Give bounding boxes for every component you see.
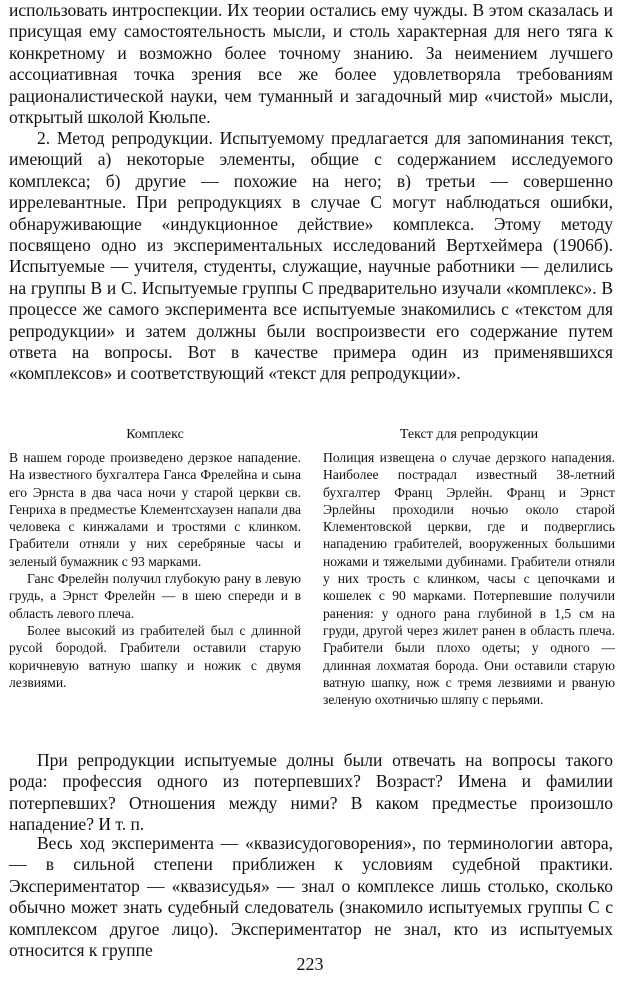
complex-paragraph-3: Более высокий из грабителей был с длинной русой бородой. Грабители оставили старую коричневую ватную шапку и ножик с двумя лезвиями. [9,622,301,690]
reproduction-text-column [323,426,615,708]
paragraph-questions: При репродукции испытуемые долны были отвечать на вопросы такого рода: профессия одного из потерпевших? Возраст? Имена и фамилии потерпевших? Отношения между ними? В каком предместье произошло нападение? И т. п. [9,750,613,835]
complex-paragraph-1: В нашем городе произведено дерзкое нападение. На известного бухгалтера Ганса Фрелейна и сына его Эрнста в два часа ночи у старой церкви св. Генриха в предместье Клементсхаузен напали два человека с кинжалами и тростями с клинком. Грабители отняли у них серебряные часы и зеленый бумажник с 93 марками. [9,450,301,569]
reproduction-text-paragraph: Полиция извещена о случае дерзкого нападения. Наиболее пострадал известный 38-летний бухгалтер Франц Эрлейн. Франц и Эрнст Эрлейны проходили ночью около старой Клементовской церкви, где и подверглись нападению грабителей, вооруженных большими ножами и тяжелыми дубинами. Грабители отняли у них трость с клинком, часы с цепочками и кошелек с 90 марками. Потерпевшие получили ранения: у одного рана глубиной в 1,5 см на груди, другой через жилет ранен в область плеча. Грабители были плохо одеты; у одного — длинная лохматая борода. Они оставили старую ватную шапку, нож с тремя лезвиями и рваную зеленую охотничью шляпу с перьями. [323,450,615,708]
complex-paragraph-2: Ганс Фрелейн получил глубокую рану в левую грудь, а Эрнст Фрелейн — в шею спереди и в область левого плеча. [9,571,301,621]
page-number: 223 [296,954,324,974]
paragraph-experiment-course: Весь ход эксперимента — «квазисудоговорения», по терминологии автора,— в сильной степени приближен к условиям судебной практики. Экспериментатор — «квазисудья» — знал о комплексе лишь столько, сколько обычно может знать судебный следователь (знакомило испытуемых группы С с комплексом другое лицо). Экспериментатор не знал, кто из испытуемых относится к группе [9,833,613,961]
complex-heading: Комплекс [126,427,184,442]
paragraph-reproduction-method: 2. Метод репродукции. Испытуемому предлагается для запоминания текст, имеющий а) некоторые элементы, общие с содержанием исследуемого комплекса; б) другие — похожие на него; в) третьи — совершенно иррелевантные. При репродукциях в случае С могут наблюдаться ошибки, обнаруживающие «индукционное действие» комплекса. Этому методу посвящено одно из экспериментальных исследований Вертхеймера (1906б). Испытуемые — учителя, студенты, служащие, научные работники — делились на группы В и С. Испытуемые группы С предварительно изучали «комплекс». В процессе же самого эксперимента все испытуемые знакомились с «текстом для репродукции» и затем должны были воспроизвести его содержание путем ответа на вопросы. Вот в качестве примера один из применявшихся «комплексов» и соответствующий «текст для репродукции». [9,128,613,384]
paragraph-intro: использовать интроспекции. Их теории остались ему чужды. В этом сказалась и присущая ему самостоятельность мысли, и столь характерная для него тяга к конкретному и возможно более точному знанию. За неимением лучшего ассоциативная точка зрения все же более удовлетворяла требованиям рационалистической науки, чем туманный и загадочный мир «чистой» мысли, открытый школой Кюльпе. [9,0,613,128]
reproduction-text-heading: Текст для репродукции [399,427,539,442]
complex-column [9,426,301,691]
